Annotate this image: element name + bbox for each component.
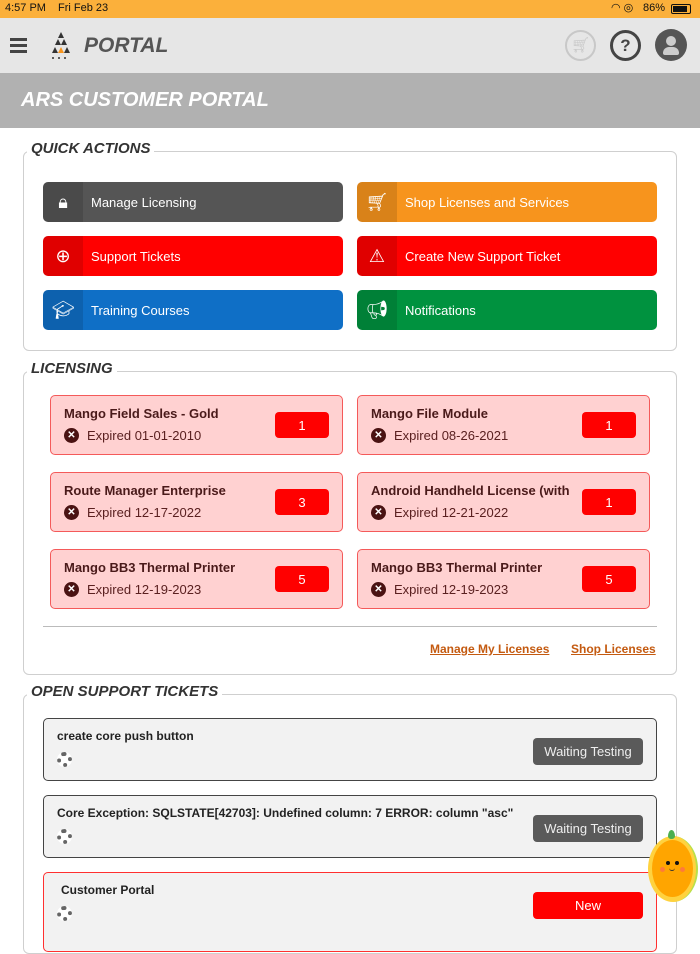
account-button[interactable] — [655, 29, 687, 61]
battery-level: 86% — [643, 2, 666, 14]
manage-licensing-button[interactable] — [43, 182, 343, 222]
ticket-title: create core push button — [57, 729, 194, 743]
menu-icon[interactable] — [10, 38, 27, 53]
section-title: OPEN SUPPORT TICKETS — [27, 683, 222, 700]
license-card[interactable] — [50, 472, 343, 532]
create-ticket-button[interactable] — [357, 236, 657, 276]
button-label: Create New Support Ticket — [405, 248, 561, 264]
ticket-status-badge: Waiting Testing — [533, 815, 643, 842]
mango-face-icon — [652, 840, 693, 897]
page-banner — [0, 73, 700, 128]
license-count-badge: 3 — [275, 489, 329, 515]
button-label: Manage Licensing — [91, 194, 197, 210]
license-expiry: Expired 08-26-2021 — [394, 428, 509, 443]
ticket-row[interactable] — [43, 795, 657, 858]
manage-my-licenses-link[interactable]: Manage My Licenses — [430, 642, 550, 656]
expired-icon: ✕ — [64, 428, 79, 443]
lock-icon: 🔒︎ — [43, 182, 83, 222]
lifebuoy-icon — [57, 906, 72, 921]
divider — [43, 626, 657, 627]
page-title: ARS CUSTOMER PORTAL — [21, 89, 269, 111]
ticket-row[interactable] — [43, 718, 657, 781]
license-name: Mango BB3 Thermal Printer — [64, 560, 236, 575]
expired-icon: ✕ — [371, 582, 386, 597]
license-card[interactable] — [357, 472, 650, 532]
logo-icon — [49, 30, 73, 60]
license-card[interactable] — [357, 395, 650, 455]
training-courses-button[interactable] — [43, 290, 343, 330]
license-expiry: Expired 12-19-2023 — [394, 582, 509, 597]
license-card[interactable] — [50, 549, 343, 609]
help-button[interactable]: ? — [610, 30, 641, 61]
license-card[interactable] — [50, 395, 343, 455]
battery-icon — [671, 4, 691, 14]
license-name: Mango Field Sales - Gold — [64, 406, 219, 421]
expired-icon: ✕ — [64, 582, 79, 597]
status-time: 4:57 PM — [5, 2, 46, 14]
lifebuoy-icon: ⊕ — [43, 236, 83, 276]
graduation-cap-icon: 🎓︎ — [43, 290, 83, 330]
leaf-icon — [668, 830, 675, 839]
logo-text: PORTAL — [84, 34, 169, 57]
license-name: Mango BB3 Thermal Printer — [371, 560, 543, 575]
section-title: QUICK ACTIONS — [27, 140, 154, 157]
notifications-button[interactable] — [357, 290, 657, 330]
expired-icon: ✕ — [371, 505, 386, 520]
status-bar — [0, 0, 700, 18]
expired-icon: ✕ — [64, 505, 79, 520]
license-expiry: Expired 12-17-2022 — [87, 505, 202, 520]
megaphone-icon: 📢︎ — [357, 290, 397, 330]
button-label: Shop Licenses and Services — [405, 194, 570, 210]
ticket-status-badge: Waiting Testing — [533, 738, 643, 765]
button-label: Support Tickets — [91, 248, 181, 264]
lifebuoy-icon — [57, 829, 72, 844]
license-expiry: Expired 01-01-2010 — [87, 428, 202, 443]
license-count-badge: 1 — [275, 412, 329, 438]
license-count-badge: 5 — [275, 566, 329, 592]
ticket-title: Core Exception: SQLSTATE[42703]: Undefined column: 7 ERROR: column "asc" — [57, 806, 514, 820]
license-name: Route Manager Enterprise — [64, 483, 226, 498]
app-header — [0, 18, 700, 73]
ticket-title: Customer Portal — [61, 883, 155, 897]
license-count-badge: 5 — [582, 566, 636, 592]
ticket-status-badge: New — [533, 892, 643, 919]
expired-icon: ✕ — [371, 428, 386, 443]
license-expiry: Expired 12-21-2022 — [394, 505, 509, 520]
cart-button[interactable]: 🛒︎ — [565, 30, 596, 61]
lifebuoy-icon — [57, 752, 72, 767]
license-name: Android Handheld License (with — [371, 483, 570, 498]
wifi-icon: ◠ ◎ — [611, 2, 634, 14]
shop-licenses-link[interactable]: Shop Licenses — [571, 642, 656, 656]
license-count-badge: 1 — [582, 489, 636, 515]
license-card[interactable] — [357, 549, 650, 609]
ticket-row[interactable] — [43, 872, 657, 952]
mango-assistant-button[interactable] — [648, 836, 698, 902]
support-tickets-button[interactable] — [43, 236, 343, 276]
license-name: Mango File Module — [371, 406, 488, 421]
status-date: Fri Feb 23 — [58, 2, 109, 14]
button-label: Training Courses — [91, 302, 190, 318]
button-label: Notifications — [405, 302, 476, 318]
cart-icon: 🛒︎ — [357, 182, 397, 222]
license-expiry: Expired 12-19-2023 — [87, 582, 202, 597]
warning-icon: ⚠︎ — [357, 236, 397, 276]
license-count-badge: 1 — [582, 412, 636, 438]
shop-licenses-button[interactable] — [357, 182, 657, 222]
section-title: LICENSING — [27, 360, 117, 377]
